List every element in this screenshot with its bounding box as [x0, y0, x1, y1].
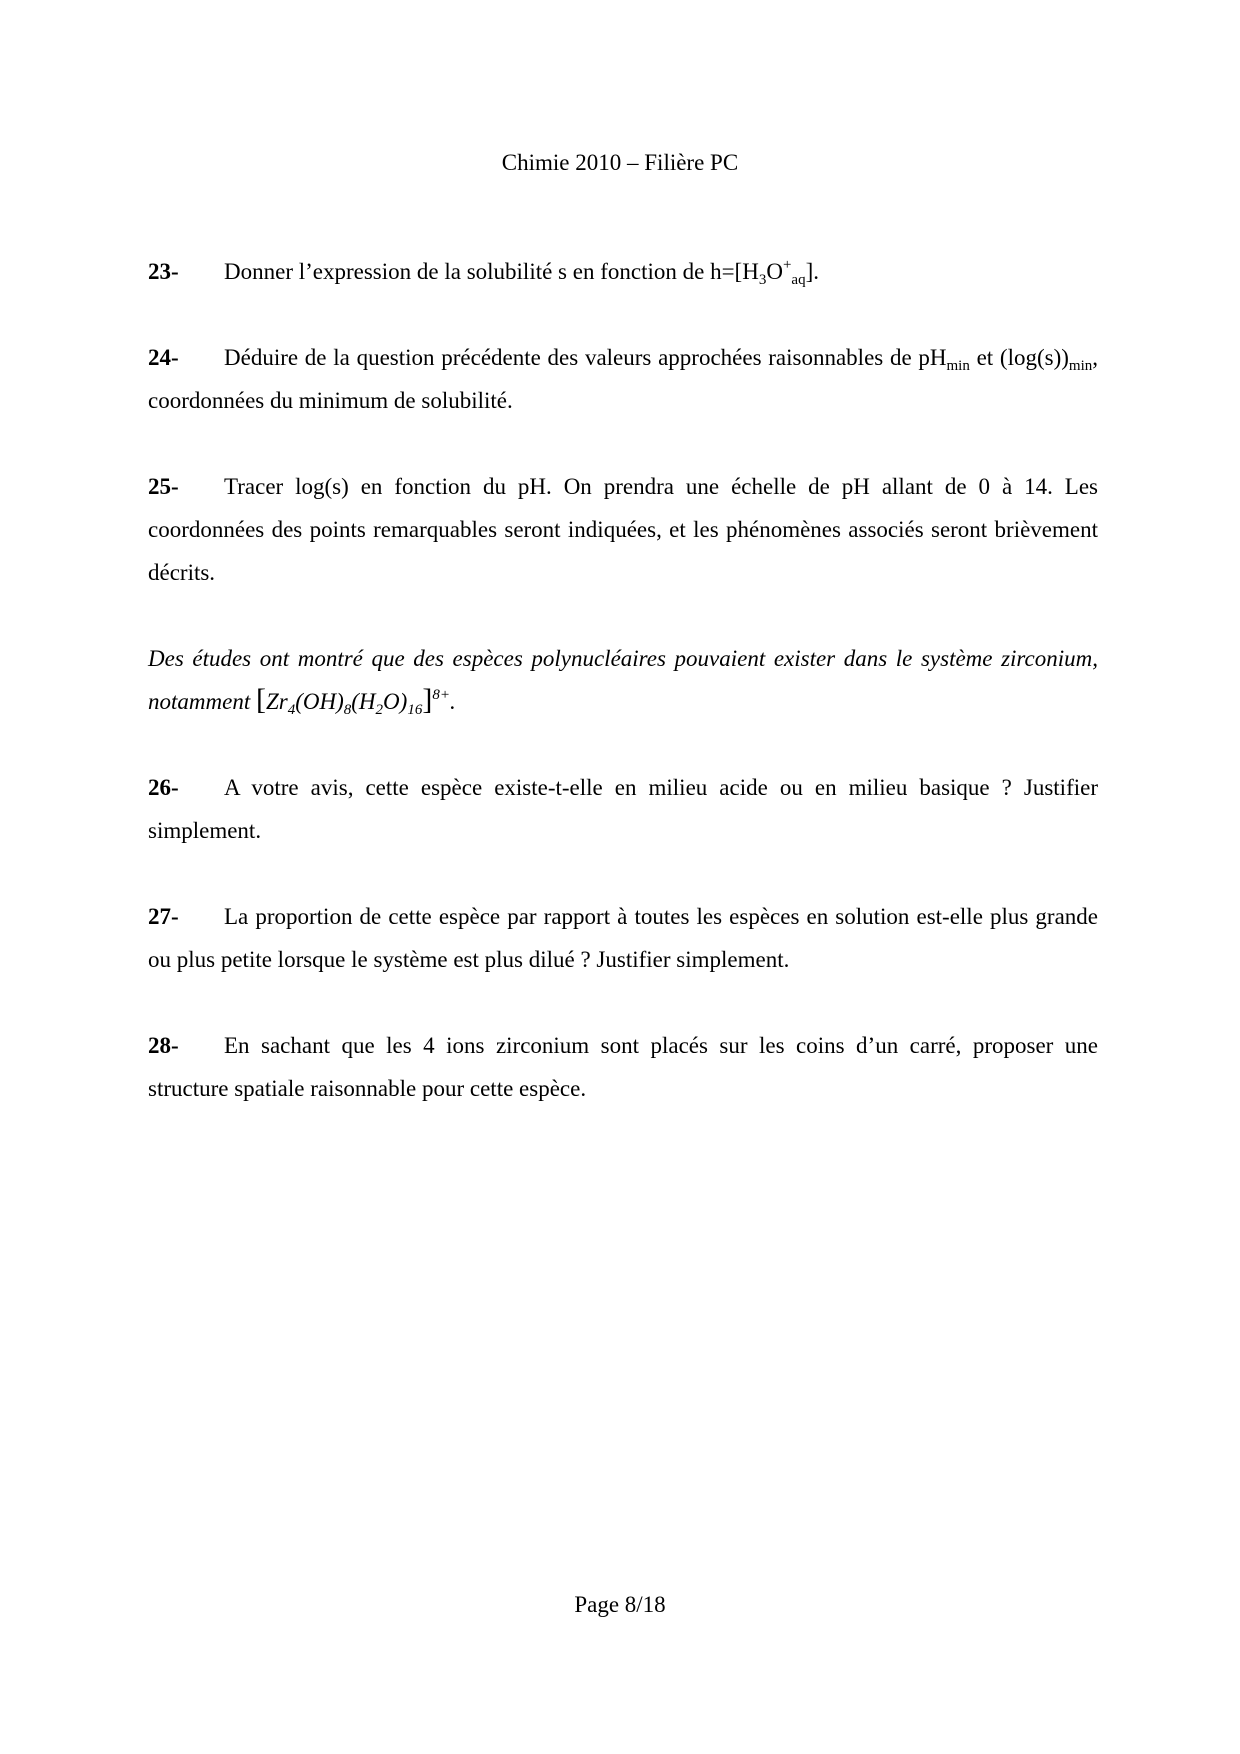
- question-text: Déduire de la question précédente des valeurs approchées raisonnables de pH: [224, 345, 947, 370]
- chemical-formula: [255, 683, 450, 718]
- question-number: 26-: [148, 775, 179, 800]
- question-27: [148, 895, 1098, 981]
- question-number: 28-: [148, 1033, 179, 1058]
- question-text: ].: [805, 259, 820, 284]
- question-text: La proportion de cette espèce par rapport à toutes les espèces en solution est-elle plus grande ou plus petite lorsque le système est plus dilué ? Justifier simplement.: [148, 904, 1098, 972]
- question-number: 27-: [148, 904, 179, 929]
- formula-subscript: 4: [287, 702, 296, 718]
- intro-text: Des études ont montré que des espèces polynucléaires pouvaient exister dans le système zirconium, notamment: [148, 646, 1098, 714]
- page-header: Chimie 2010 – Filière PC: [501, 150, 739, 175]
- page-number: Page 8/18: [574, 1592, 666, 1617]
- formula-subscript: 2: [375, 702, 384, 718]
- intro-paragraph: [148, 637, 1098, 723]
- formula-oh: (OH): [295, 689, 344, 714]
- question-text: , coordonnées du minimum de solubilité.: [148, 345, 1098, 413]
- formula-o: O): [383, 689, 408, 714]
- question-26: [148, 766, 1098, 852]
- formula-charge: 8+: [432, 687, 450, 703]
- question-text: A votre avis, cette espèce existe-t-elle en milieu acide ou en milieu basique ? Justifier simplement.: [148, 775, 1098, 843]
- subscript: min: [946, 358, 970, 374]
- formula-subscript: 8: [343, 702, 352, 718]
- subscript: 3: [758, 272, 767, 288]
- formula-zr: Zr: [265, 689, 288, 714]
- question-text: O: [766, 259, 783, 284]
- formula-close-bracket: ]: [422, 683, 433, 716]
- question-number: 24-: [148, 345, 179, 370]
- question-25: [148, 465, 1098, 594]
- document-body: [148, 250, 1098, 1110]
- question-number: 23-: [148, 259, 179, 284]
- intro-end: .: [449, 689, 456, 714]
- superscript: +: [782, 257, 792, 273]
- formula-h: (H: [351, 689, 376, 714]
- question-number: 25-: [148, 474, 179, 499]
- question-23: [148, 250, 1098, 293]
- question-text: En sachant que les 4 ions zirconium sont placés sur les coins d’un carré, proposer une structure spatiale raisonnable pour cette espèce.: [148, 1033, 1098, 1101]
- subscript: min: [1068, 358, 1093, 374]
- formula-subscript: 16: [407, 702, 423, 718]
- question-24: [148, 336, 1098, 422]
- subscript: aq: [791, 272, 806, 288]
- question-text: Donner l’expression de la solubilité s en fonction de h=[H: [224, 259, 759, 284]
- question-28: [148, 1024, 1098, 1110]
- formula-open-bracket: [: [255, 683, 266, 716]
- question-text: Tracer log(s) en fonction du pH. On prendra une échelle de pH allant de 0 à 14. Les coordonnées des points remarquables seront indiquées, et les phénomènes associés seront brièvement décrits.: [148, 474, 1098, 585]
- question-text: et (log(s)): [969, 345, 1069, 370]
